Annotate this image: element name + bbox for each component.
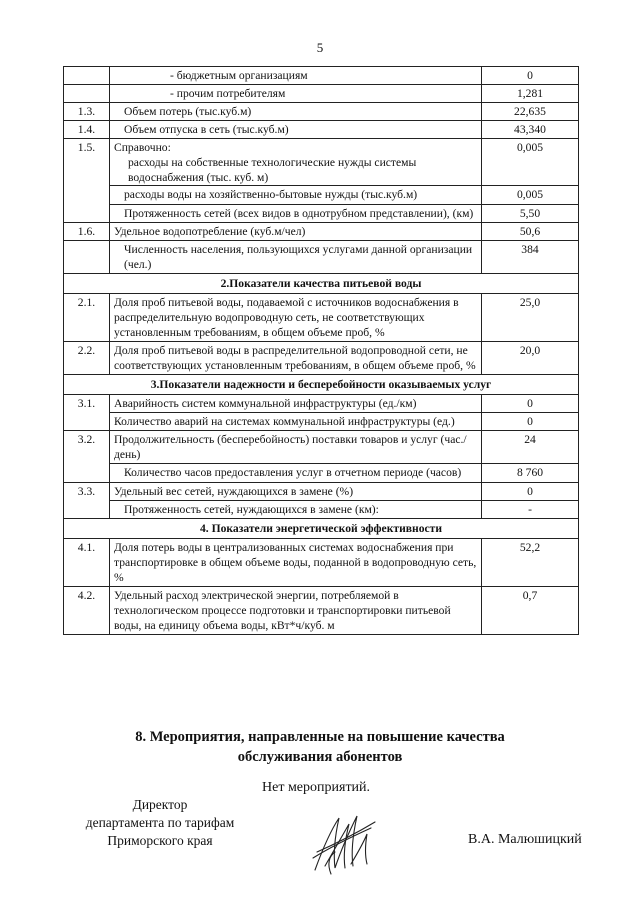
row-value: 0 (482, 67, 579, 85)
row-number (64, 85, 110, 103)
row-number: 3.2. (64, 431, 110, 482)
row-value: 5,50 (482, 204, 579, 222)
row-number: 1.5. (64, 139, 110, 222)
row-number: 3.3. (64, 482, 110, 518)
section-header (64, 375, 579, 395)
row-label: Удельный вес сетей, нуждающихся в замене (%) (110, 482, 482, 500)
table-row (64, 538, 579, 586)
row-number (64, 67, 110, 85)
row-value: 24 (482, 431, 579, 464)
signatory-line2: департамента по тарифам (85, 815, 235, 831)
table-row (64, 222, 579, 240)
section-header (64, 518, 579, 538)
table-row (64, 586, 579, 634)
table-row (64, 395, 579, 413)
row-value: 8 760 (482, 464, 579, 482)
signatory-line1: Директор (132, 797, 188, 812)
row-value: 0 (482, 413, 579, 431)
row-number: 1.6. (64, 222, 110, 240)
table-row (64, 431, 579, 464)
row-label: - бюджетным организациям (110, 67, 482, 85)
table-row (64, 464, 579, 482)
row-label: Протяженность сетей, нуждающихся в замене (км): (110, 500, 482, 518)
signatory-line3: Приморского края (107, 833, 213, 849)
row-value: 50,6 (482, 222, 579, 240)
table-row (64, 482, 579, 500)
row-value: 52,2 (482, 538, 579, 586)
row-value: 20,0 (482, 342, 579, 375)
row-number: 1.3. (64, 103, 110, 121)
row-value: 0 (482, 482, 579, 500)
page-number: 5 (316, 40, 324, 55)
measures-title-line1: 8. Мероприятия, направленные на повышение качества (135, 729, 505, 745)
table-row (64, 186, 579, 204)
row-label: Удельное водопотребление (куб.м/чел) (110, 222, 482, 240)
row-number: 2.1. (64, 293, 110, 341)
table-row (64, 413, 579, 431)
row-value: 0,7 (482, 586, 579, 634)
row-number (64, 240, 110, 273)
row-label: расходы воды на хозяйственно-бытовые нужды (тыс.куб.м) (110, 186, 482, 204)
handwritten-signature (305, 808, 385, 878)
section-title: 4. Показатели энергетической эффективности (64, 518, 579, 538)
row-value: 25,0 (482, 293, 579, 341)
row-number: 2.2. (64, 342, 110, 375)
reference-label: расходы на собственные технологические нужды системы водоснабжения (тыс. куб. м) (128, 156, 417, 185)
row-value: 1,281 (482, 85, 579, 103)
row-number: 4.1. (64, 538, 110, 586)
indicators-table (63, 66, 579, 635)
table-row (64, 204, 579, 222)
row-value: 22,635 (482, 103, 579, 121)
row-value: 0 (482, 395, 579, 413)
row-value: 0,005 (482, 139, 579, 186)
row-label: Доля потерь воды в централизованных системах водоснабжения при транспортировке в общем объеме воды, поданной в водопроводную сеть, % (110, 538, 482, 586)
row-label: Количество аварий на системах коммунальной инфраструктуры (ед.) (110, 413, 482, 431)
table-row (64, 293, 579, 341)
row-label: Доля проб питьевой воды, подаваемой с источников водоснабжения в распределительную водопроводную сеть, не соответствующих установленным требованиям, в общем объеме проб, % (110, 293, 482, 341)
row-label: Протяженность сетей (всех видов в однотрубном представлении), (км) (110, 204, 482, 222)
row-value: - (482, 500, 579, 518)
row-label: Объем потерь (тыс.куб.м) (110, 103, 482, 121)
table-row (64, 103, 579, 121)
table-row (64, 139, 579, 186)
table-row (64, 342, 579, 375)
section-header (64, 273, 579, 293)
row-number: 1.4. (64, 121, 110, 139)
measures-heading (0, 728, 640, 767)
row-label: - прочим потребителям (110, 85, 482, 103)
row-number: 3.1. (64, 395, 110, 431)
row-value: 384 (482, 240, 579, 273)
table-row (64, 500, 579, 518)
row-label (110, 139, 482, 186)
row-label: Объем отпуска в сеть (тыс.куб.м) (110, 121, 482, 139)
reference-heading: Справочно: (114, 141, 171, 155)
row-label: Доля проб питьевой воды в распределительной водопроводной сети, не соответствующих установленным требованиям, в общем объеме проб, % (110, 342, 482, 375)
measures-title-line2: обслуживания абонентов (237, 748, 403, 765)
row-number: 4.2. (64, 586, 110, 634)
table-row (64, 67, 579, 85)
row-label: Количество часов предоставления услуг в отчетном периоде (часов) (110, 464, 482, 482)
table-row (64, 85, 579, 103)
row-value: 0,005 (482, 186, 579, 204)
measures-none-text: Нет мероприятий. (262, 780, 371, 795)
row-label: Численность населения, пользующихся услугами данной организации (чел.) (110, 240, 482, 273)
table-row (64, 240, 579, 273)
signatory-name: В.А. Малюшицкий (468, 832, 582, 847)
row-value: 43,340 (482, 121, 579, 139)
row-label: Аварийность систем коммунальной инфраструктуры (ед./км) (110, 395, 482, 413)
row-label: Продолжительность (бесперебойность) поставки товаров и услуг (час./день) (110, 431, 482, 464)
section-title: 2.Показатели качества питьевой воды (64, 273, 579, 293)
table-row (64, 121, 579, 139)
signatory-title (60, 796, 260, 851)
row-label: Удельный расход электрической энергии, потребляемой в технологическом процессе подготовки и транспортировки питьевой воды, на единицу объема воды, кВт*ч/куб. м (110, 586, 482, 634)
section-title: 3.Показатели надежности и бесперебойности оказываемых услуг (64, 375, 579, 395)
